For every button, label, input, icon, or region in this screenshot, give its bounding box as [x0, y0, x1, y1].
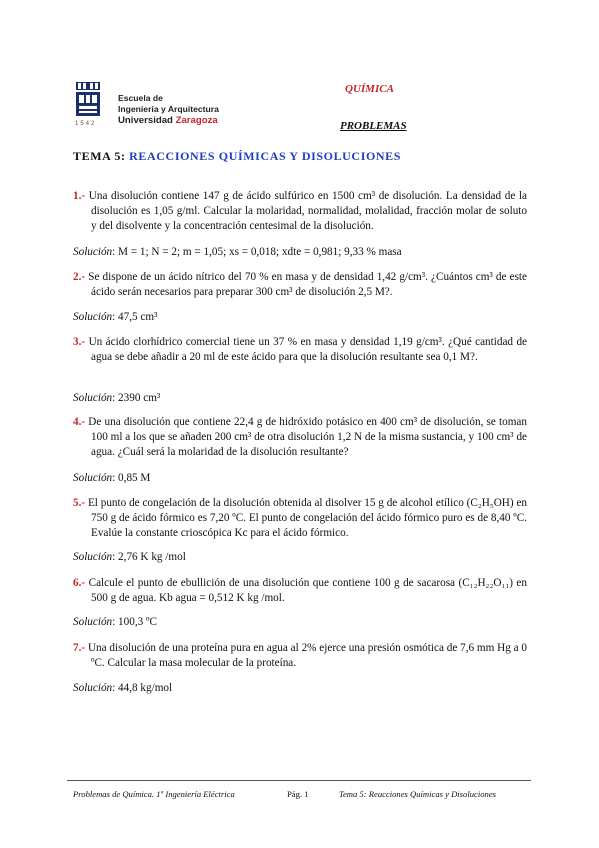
- topic-heading: [73, 149, 401, 164]
- problem-number: 7.-: [73, 642, 86, 654]
- solution-4: [73, 471, 150, 486]
- problem-number: 5.-: [73, 497, 86, 509]
- problem-text: Una disolución contiene 147 g de ácido sulfúrico en 1500 cm³ de disolución. La densidad de la disolución es 1,05 g/ml. Calcular la molaridad, normalidad, molalidad, fracción molar de soluto y del disolvente y la concentración centesimal de la disolución.: [88, 190, 528, 232]
- university-word: Universidad: [118, 115, 173, 126]
- solution-value: : 100,3 ºC: [112, 616, 157, 628]
- solution-label: Solución: [73, 551, 113, 563]
- solution-value: : 44,8 kg/mol: [112, 682, 173, 694]
- problem-1: [73, 189, 527, 234]
- solution-label: Solución: [73, 682, 113, 694]
- footer-left: Problemas de Química. 1º Ingeniería Eléctrica: [73, 789, 235, 799]
- page-number: Pág. 1: [287, 789, 309, 799]
- problem-text: Una disolución de una proteína pura en agua al 2% ejerce una presión osmótica de 7,6 mm Hg a 0 ºC. Calcular la masa molecular de la proteína.: [87, 642, 528, 669]
- solution-3: [73, 391, 160, 406]
- institution-line-3: [118, 115, 218, 126]
- problem-number: 2.-: [73, 271, 86, 283]
- solution-7: [73, 681, 172, 696]
- footer-divider: [67, 780, 531, 781]
- solution-value: : 0,85 M: [112, 472, 151, 484]
- city-word: Zaragoza: [175, 115, 218, 126]
- problem-text: Calcule el punto de ebullición de una disolución que contiene 100 g de sacarosa (C₁₂H₂₂O₁₁) en 500 g de agua. Kb agua = 0,512 K kg /mol.: [88, 577, 527, 604]
- institution-line-1: Escuela de: [118, 93, 163, 103]
- topic-label: TEMA 5:: [73, 149, 126, 163]
- solution-5: [73, 550, 186, 565]
- problem-7: [73, 641, 527, 671]
- problem-number: 3.-: [73, 336, 86, 348]
- footer-right: Tema 5: Reacciones Químicas y Disoluciones: [339, 789, 496, 799]
- solution-value: : 2,76 K kg /mol: [112, 551, 186, 563]
- solution-2: [73, 310, 157, 325]
- solution-label: Solución: [73, 246, 113, 258]
- course-title: QUÍMICA: [345, 83, 394, 95]
- problem-3: [73, 335, 527, 365]
- problem-text: El punto de congelación de la disolución obtenida al disolver 15 g de alcohol etílico (C₂H₅OH) en 750 g de ácido fórmico es 7,20 ºC. El punto de congelación del ácido fórmico puro es de 8,40 ºC. Evalúe la constante crioscópica Kc para el ácido fórmico.: [87, 497, 528, 539]
- problem-number: 4.-: [73, 416, 86, 428]
- institution-line-2: Ingeniería y Arquitectura: [118, 104, 219, 114]
- crest-caption: 1542: [75, 121, 97, 127]
- problem-2: [73, 270, 527, 300]
- solution-value: : 2390 cm³: [112, 392, 161, 404]
- solution-label: Solución: [73, 472, 113, 484]
- topic-title: REACCIONES QUÍMICAS Y DISOLUCIONES: [129, 149, 402, 163]
- solution-6: [73, 615, 157, 630]
- problem-number: 6.-: [73, 577, 86, 589]
- problem-text: De una disolución que contiene 22,4 g de hidróxido potásico en 400 cm³ de disolución, se toman 100 ml a los que se añaden 200 cm³ de otra disolución 1,2 N de la misma sustancia, y 100 cm³ de agua. ¿Cuál será la molaridad de la disolución resultante?: [88, 416, 527, 458]
- section-title: PROBLEMAS: [340, 120, 407, 132]
- institution-logo: [73, 80, 243, 132]
- solution-label: Solución: [73, 311, 113, 323]
- problem-6: [73, 576, 527, 606]
- problem-4: [73, 415, 527, 460]
- solution-label: Solución: [73, 392, 113, 404]
- problem-text: Un ácido clorhídrico comercial tiene un 37 % en masa y densidad 1,19 g/cm³. ¿Qué cantidad de agua se debe añadir a 20 ml de este ácido para que la disolución resultante sea 0,1 M?.: [88, 336, 527, 363]
- solution-1: [73, 245, 402, 260]
- solution-label: Solución: [73, 616, 113, 628]
- solution-value: : M = 1; N = 2; m = 1,05; xs = 0,018; xdte = 0,981; 9,33 % masa: [112, 246, 402, 258]
- problem-5: [73, 496, 527, 541]
- problem-text: Se dispone de un ácido nítrico del 70 % en masa y de densidad 1,42 g/cm³. ¿Cuántos cm³ de este ácido serán necesarios para preparar 300 cm³ de disolución 2,5 M?.: [88, 271, 527, 298]
- solution-value: : 47,5 cm³: [112, 311, 158, 323]
- problem-number: 1.-: [73, 190, 86, 202]
